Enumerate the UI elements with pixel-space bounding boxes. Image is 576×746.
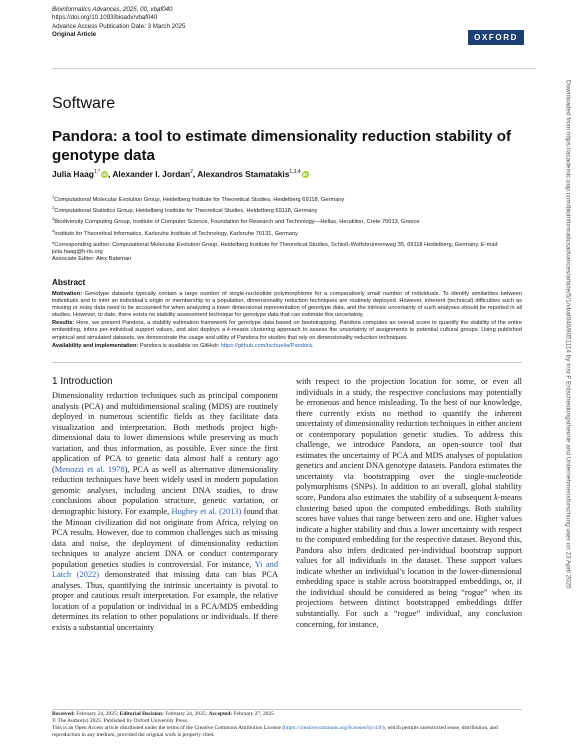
affiliation: $^3$Biodiversity Computing Group, Institute of Computer Science, Foundation for Research and Technology—Hellas, Heraklion, Crete 70013, Greece [52,216,420,226]
license: This is an Open Access article distributed under the terms of the Creative Commons Attribution License (https://creativecommons.org/licenses/by/4.0/), which permits unrestricted reuse, distribution, and reproduction in any medium, provided the original work is properly cited. [52,725,498,738]
oxford-logo: OXFORD [468,30,524,45]
author[interactable]: Alexandros Stamatakis$^{1,3,4}$ iD [197,169,308,179]
license-link[interactable]: https://creativecommons.org/licenses/by/4.0/ [284,725,383,731]
journal-line: Bioinformatics Advances, 2025, 00, vbaf040 [52,6,173,13]
body-column-right [296,377,522,630]
orcid-icon[interactable]: iD [302,172,308,177]
article-title: Pandora: a tool to estimate dimensionality reduction stability of genotype data [52,128,512,164]
affiliation: $^4$Institute for Theoretical Informatics, Karlsruhe Institute of Technology, Karlsruhe 76131, Germany [52,227,298,237]
affiliation: $^1$Computational Molecular Evolution Group, Heidelberg Institute for Theoretical Studies, Heidelberg 69118, Germany [52,194,345,203]
download-note-text: Downloaded from https://academic.oup.com/bioinformaticsadvances/article/5/1/vbaf040/8051114 by Inst F Entscheidungstheorie and Unternehmensforschung user on 23 April 2025 [564,80,572,589]
paragraph: with respect to the projection location for some, or even all individuals in a study, the respective conclusions may potentially be erroneous and hence misleading. To the best of our knowledge, there currently exists no method to quantify the inherent uncertainty of dimensionality reduction techniques in either ancient or contemporary population genetic studies. To address this challenge, we introduce Pandora, an open-source tool that estimates the uncertainty of PCA and MDS analyses of population genetics and ancient DNA genotype datasets. Pandora estimates the uncertainty via bootstrapping over the single-nucleotide polymorphisms (SNPs). In addition to an overall, global stability score, Pandora also estimates the stability of a subsequent k-means clustering based upon the computed embeddings. Both stability scores have values that range between zero and one. Higher values indicate a higher stability and thus a lower uncertainty with respect to the computed embedding for the respective dataset. Beyond this, Pandora also infers dedicated per-individual bootstrap support values for all individuals in the dataset. These support values indicate whether an individual’s location in the lower-dimensional embedding space is stable across bootstrapped embeddings, or, if the individual should be considered as being “rogue” when its projections between distinct bootstrapped embeddings differ substantially. For such a “rogue” individual, any conclusion concerning, for instance, [296,377,522,629]
github-link[interactable]: https://github.com/tschuelia/Pandora [220,342,313,349]
associate-editor: Associate Editor: Alex Bateman [52,256,132,263]
footer-divider [52,709,522,710]
orcid-icon[interactable]: iD [102,172,107,177]
paragraph: Dimensionality reduction techniques such as principal component analysis (PCA) and multidimensional scaling (MDS) are routinely deployed in numerous scientific fields as they facilitate data visualization and interpretation. Both methods project high-dimensional data to lower dimensions while preserving as much variation, and thus information, as possible. Ever since the first application of PCA to genetic data almost half a century ago (Menozzi et al. 1978), PCA as well as alternative dimensionality reduction techniques have been widely used in modern population genomic analyses, including ancient DNA studies, to draw conclusions about population structure, genetic variation, or demographic history. For example, Hughey et al. (2013) found that the Minoan civilization did not originate from Africa, relying on PCA results. However, due to common challenges such as missing data and noise, the deployment of dimensionality reduction techniques to analyze ancient DNA or conduct contemporary population genetics studies is controversial. For instance, Yi and Latch (2022) demonstrated that missing data can bias PCA analyses. Thus, quantifying the intrinsic uncertainty is pivotal to proper and cautious result interpretation. For example, the relative location of a population or individual in a PCA/MDS embedding determines its relation to other populations or individuals. If there exists a substantial uncertainty [52,391,278,633]
article-type: Original Article [52,31,97,39]
abstract-divider [52,362,522,363]
section-heading: 1 Introduction [52,376,113,387]
header-divider [52,68,536,69]
abstract-availability: Availability and implementation: Pandora is available on GitHub: https://github.com/tschuelia/Pandora. [52,342,314,349]
abstract-results: Results: Here, we present Pandora, a stability estimation framework for genotype data based on bootstrapping. Pandora computes an overall score to quantify the stability of the entire embedding, infers per-individual support values, and also deploys a k-means clustering approach to assess the uncertainty of assignments to potential cultural groups. Using published empirical and simulated datasets, we demonstrate the usage and utility of Pandora for studies that rely on dimensionality reduction techniques. [52,320,522,341]
abstract-motivation: Motivation: Genotype datasets typically contain a large number of single-nucleotide polymorphisms for a comparatively small number of individuals. To identify similarities between individuals and to infer an individual’s origin or membership to a population, dimensionality reduction techniques are routinely deployed. However, inherent (technical) difficulties such as missing or noisy data need to be accounted for when analyzing a lower dimensional representation of genotype data, and the intrinsic uncertainty of such analyses should be reported in all studies. However, to date, there exists no stability assessment technique for genotype data that can estimate this uncertainty. [52,291,522,319]
article-dates: Received: February 24, 2025; Editorial Decision: February 24, 2025; Accepted: February 27, 2025 [52,711,274,717]
publication-date: Advance Access Publication Date: 3 March 2025 [52,22,186,30]
article-category: Software [52,95,116,112]
corresponding-author: *Corresponding author. Computational Molecular Evolution Group, Heidelberg Institute for Theoretical Studies, Schloß-Wolfsbrunnenweg 35, 69118 Heidelberg, Germany. E-mail: julia.haag@h-its.org [52,241,499,256]
citation-link[interactable]: Hughey et al. (2013) [171,507,242,517]
abstract-heading: Abstract [52,278,86,287]
body-column-left [52,391,278,634]
doi-link[interactable]: https://doi.org/10.1093/bioadv/vbaf040 [52,14,158,22]
author-list [52,169,309,179]
article-header [52,6,522,40]
affiliation: $^2$Computational Statistics Group, Heidelberg Institute for Theoretical Studies, Heidelberg 69118, Germany [52,205,318,215]
citation-link[interactable]: Menozzi et al. 1978 [54,464,125,474]
author[interactable]: Julia Haag$^{1,*}$ iD, [52,169,113,179]
citation-link[interactable]: Yi and Latch (2022) [52,559,278,580]
article-footer [52,711,522,739]
download-note [563,80,573,710]
affiliations [52,193,522,264]
author[interactable]: Alexander I. Jordan$^2$, [112,169,198,179]
copyright: © The Author(s) 2025. Published by Oxford University Press. [52,718,189,724]
abstract [52,291,522,351]
